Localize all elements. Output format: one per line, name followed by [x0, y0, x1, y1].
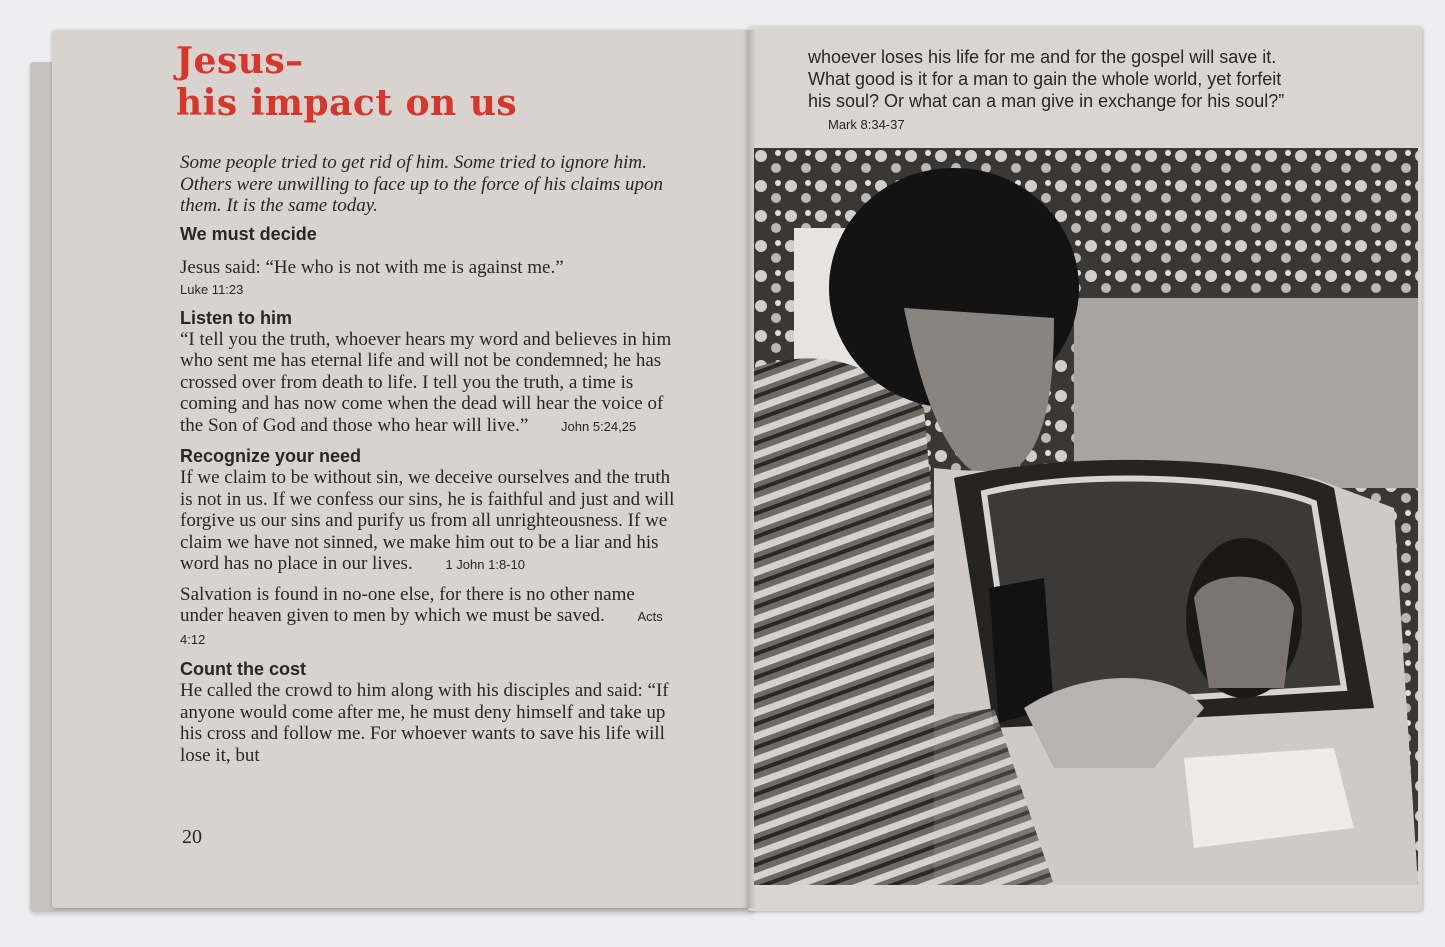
intro-paragraph: Some people tried to get rid of him. Some tried to ignore him. Others were unwilling to face up to the force of his claims upon them. It is the same today. — [180, 152, 664, 216]
section-text: “I tell you the truth, whoever hears my word and believes in him who sent me has eternal life and will not be condemned; he has crossed over from death to life. I tell you the truth, a time is coming and has now come when the dead will hear the voice of the Son of God and those who hear will live.” — [180, 328, 672, 436]
scripture-reference: 1 John 1:8-10 — [445, 557, 525, 572]
scripture-reference: Luke 11:23 — [180, 282, 244, 297]
section-text: Jesus said: “He who is not with me is against me.” — [180, 256, 564, 278]
right-page-text: whoever loses his life for me and for the gospel will save it. What good is it for a man to gain the whole world, yet forfeit his soul? Or what can a man give in exchange for his soul?” — [808, 47, 1285, 111]
section-recognize-your-need — [180, 467, 680, 576]
page-number: 20 — [182, 826, 202, 848]
heading-recognize-your-need: Recognize your need — [180, 446, 362, 466]
left-text-column — [180, 152, 680, 774]
section-salvation — [180, 584, 680, 651]
section-listen-to-him — [180, 329, 680, 438]
title-line-1: Jesus– — [176, 40, 304, 82]
photo-illustration — [754, 148, 1418, 885]
section-count-the-cost — [180, 680, 680, 766]
scripture-reference: Acts 4:12 — [180, 609, 663, 647]
page-title — [176, 40, 517, 124]
title-line-2: his impact on us — [176, 82, 518, 124]
scripture-reference: John 5:24,25 — [561, 418, 637, 434]
section-we-must-decide — [180, 257, 680, 301]
scripture-reference: Mark 8:34-37 — [828, 117, 905, 132]
heading-listen-to-him: Listen to him — [180, 307, 292, 328]
heading-we-must-decide: We must decide — [180, 223, 317, 244]
photo-man-at-car-window — [754, 148, 1418, 885]
heading-count-the-cost: Count the cost — [180, 659, 306, 679]
right-text-block — [808, 46, 1308, 136]
section-text: Salvation is found in no-one else, for there is no other name under heaven given to men by which we must be saved. — [180, 583, 635, 626]
section-text: If we claim to be without sin, we deceive ourselves and the truth is not in us. If we confess our sins, he is faithful and just and will forgive us our sins and purify us from all unrighteousness. If we claim we have not sinned, we make him out to be a liar and his word has no place in our lives. — [180, 467, 675, 574]
section-text: He called the crowd to him along with his disciples and said: “If anyone would come after me, he must deny himself and take up his cross and follow me. For whoever wants to save his life will lose it, but — [180, 680, 669, 766]
